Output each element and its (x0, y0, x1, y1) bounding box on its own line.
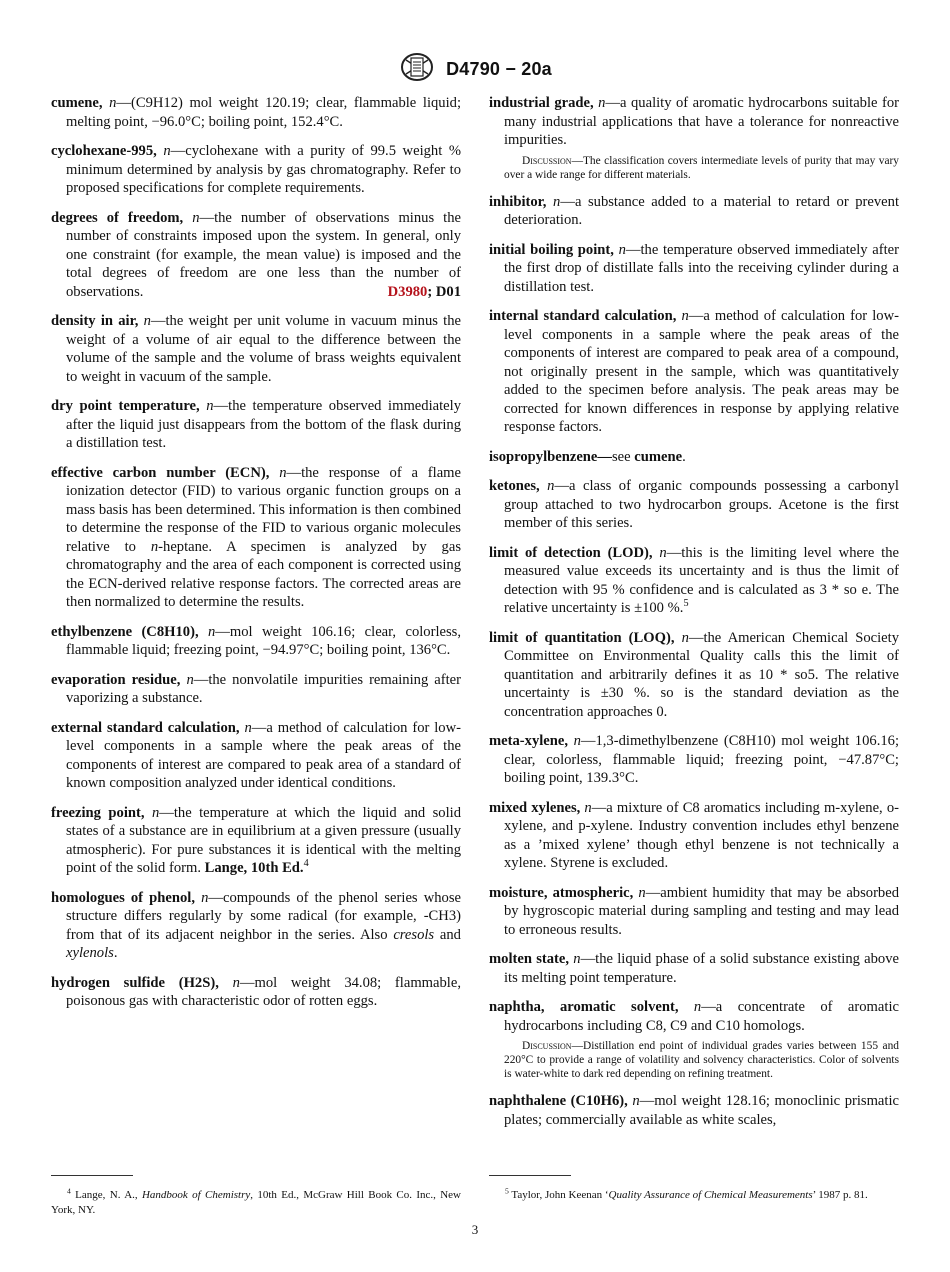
discussion-naphtha: Discussion—Distillation end point of individual grades varies between 155 and 220°C to provide a range of volatility and solvency characteristics. Color of solvents is water-white to dark red depending on refining treatment. (504, 1040, 899, 1080)
document-id: D4790 − 20a (446, 59, 552, 79)
entry-moisture-atmospheric: moisture, atmospheric, n—ambient humidity that may be absorbed by hygroscopic material during sampling and testing and may lead to erroneous results. (489, 884, 899, 938)
entry-inhibitor: inhibitor, n—a substance added to a material to retard or prevent deterioration. (489, 193, 900, 228)
page-header (0, 52, 950, 87)
entry-evaporation-residue: evaporation residue, n—the nonvolatile impurities remaining after vaporizing a substance. (51, 671, 461, 706)
entry-cumene: cumene, n—(C9H12) mol weight 120.19; clear, flammable liquid; melting point, −96.0°C; boiling point, 152.4°C. (51, 95, 461, 130)
footnote-ref-5[interactable]: 5 (683, 598, 689, 610)
entry-hydrogen-sulfide: hydrogen sulfide (H2S), n—mol weight 34.08; flammable, poisonous gas with characteristic odor of rotten eggs. (51, 974, 461, 1009)
footnote-4: $^4$ Lange, N. A., Handbook of Chemistry, 10th Ed., McGraw Hill Book Co. Inc., New York, NY. (51, 1186, 461, 1216)
entry-molten-state: molten state, n—the liquid phase of a solid substance existing above its melting point temperature. (489, 951, 900, 986)
reference-link[interactable]: D3980 (387, 283, 428, 300)
entry-external-standard: external standard calculation, n—a method of calculation for low-level components in a sample where the peak areas of the components of interest are compared to peak area of a standard of known composition analyzed under identical conditions. (51, 719, 461, 791)
entry-homologues-of-phenol: homologues of phenol, n—compounds of the phenol series whose structure differs regularly by some radical (for example, -CH3) from that of its adjacent neighbor in the series. Also cresols and xylenols. (51, 889, 461, 961)
entry-degrees-of-freedom: degrees of freedom, n—the number of observations minus the number of constraints imposed upon the system. In general, only one constraint (for example, the mean value) is imposed and the total degrees of freedom are one less than the number of observations. D3980; D01 (51, 209, 461, 300)
entry-ketones: ketones, n—a class of organic compounds possessing a carbonyl group attached to two hydrocarbon groups. Acetone is the first member of this series. (489, 478, 899, 531)
entry-limit-of-detection: limit of detection (LOD), n—this is the limiting level where the measured value exceeds its uncertainty and is thus the limit of detection with 95 % confidence and is calculated as 3 * so e. The relative uncertainty is ±100 %.$^5$ (489, 544, 899, 616)
footnote-ref-4[interactable]: 4 (303, 858, 309, 870)
left-column (51, 94, 461, 1022)
entry-industrial-grade: industrial grade, n—a quality of aromatic hydrocarbons suitable for many industrial applications that have a tolerance for nonreactive impurities. (489, 95, 900, 148)
entry-cyclohexane: cyclohexane-995, n—cyclohexane with a purity of 99.5 weight % minimum determined by analysis by gas chromatography. Refer to proposed specifications for complete requirements. (51, 143, 461, 196)
entry-initial-boiling-point: initial boiling point, n—the temperature observed immediately after the first drop of distillate falls into the receiving cylinder during a distillation test. (489, 241, 899, 295)
entry-naphthalene: naphthalene (C10H6), n—mol weight 128.16; monoclinic prismatic plates; commercially available as white scales, (489, 1093, 899, 1128)
entry-freezing-point: freezing point, n—the temperature at which the liquid and solid states of a substance are in equilibrium at a given pressure (usually atmospheric). For pure substances it is identical with the melting point of the solid form. Lange, 10th Ed.$^4$ (51, 804, 461, 876)
footnote-divider (489, 1175, 571, 1176)
page-number: 3 (471, 1222, 479, 1237)
footnote-5: $^5$ Taylor, John Keenan ‘Quality Assurance of Chemical Measurements’ 1987 p. 81. (505, 1186, 868, 1201)
entry-ecn: effective carbon number (ECN), n—the response of a flame ionization detector (FID) to various organic function groups on a mass basis has been determined. This information is then combined to determine the response of the FID to various organic molecules relative to n-heptane. A specimen is analyzed by gas chromatography and the area of each component is corrected using the ECN-derived relative response factors. The corrected areas are then normalized to determine the results. (51, 464, 462, 610)
right-column (489, 94, 899, 1140)
entry-limit-of-quantitation: limit of quantitation (LOQ), n—the American Chemical Society Committee on Environmental Quality calls this the limit of quantitation and arbitrarily defines it as 10 * so5. The relative uncertainty is ±30 %. so is the standard deviation as the concentration approaches 0. (489, 629, 899, 720)
footnote-divider (51, 1175, 133, 1176)
discussion-industrial-grade: Discussion—The classification covers intermediate levels of purity that may vary over a wide range for different materials. (504, 154, 899, 181)
entry-density-in-air: density in air, n—the weight per unit volume in vacuum minus the weight of a volume of air equal to the difference between the volume of the sample and the volume of brass weights equivalent to weight in vacuum of the sample. (51, 313, 461, 385)
entry-dry-point: dry point temperature, n—the temperature observed immediately after the liquid just disappears from the bottom of the flask during a distillation test. (51, 398, 462, 451)
astm-logo-icon (398, 52, 436, 87)
entry-naphtha: naphtha, aromatic solvent, n—a concentrate of aromatic hydrocarbons including C8, C9 and C10 homologs. (489, 999, 899, 1034)
entry-internal-standard: internal standard calculation, n—a method of calculation for low-level components in a sample where the peak areas of the components of interest are compared to peak area of a compound, not originally present in the sample, which was quantitatively added to the specimen before analysis. The peak areas may be corrected for known differences in response by applying relative response factors. (489, 308, 899, 435)
entry-meta-xylene: meta-xylene, n—1,3-dimethylbenzene (C8H10) mol weight 106.16; clear, colorless, flammable liquid; freezing point, −47.87°C; boiling point, 139.3°C. (489, 733, 899, 786)
entry-isopropylbenzene: isopropylbenzene—see cumene. (489, 448, 686, 465)
entry-ethylbenzene: ethylbenzene (C8H10), n—mol weight 106.16; clear, colorless, flammable liquid; freezing point, −94.97°C; boiling point, 136°C. (51, 623, 461, 658)
entry-mixed-xylenes: mixed xylenes, n—a mixture of C8 aromatics including m-xylene, o-xylene, and p-xylene. Industry convention includes ethyl benzene as a ’mixed xylene’ though ethyl benzene is not technically a xylene. Styrene is excluded. (489, 799, 899, 871)
